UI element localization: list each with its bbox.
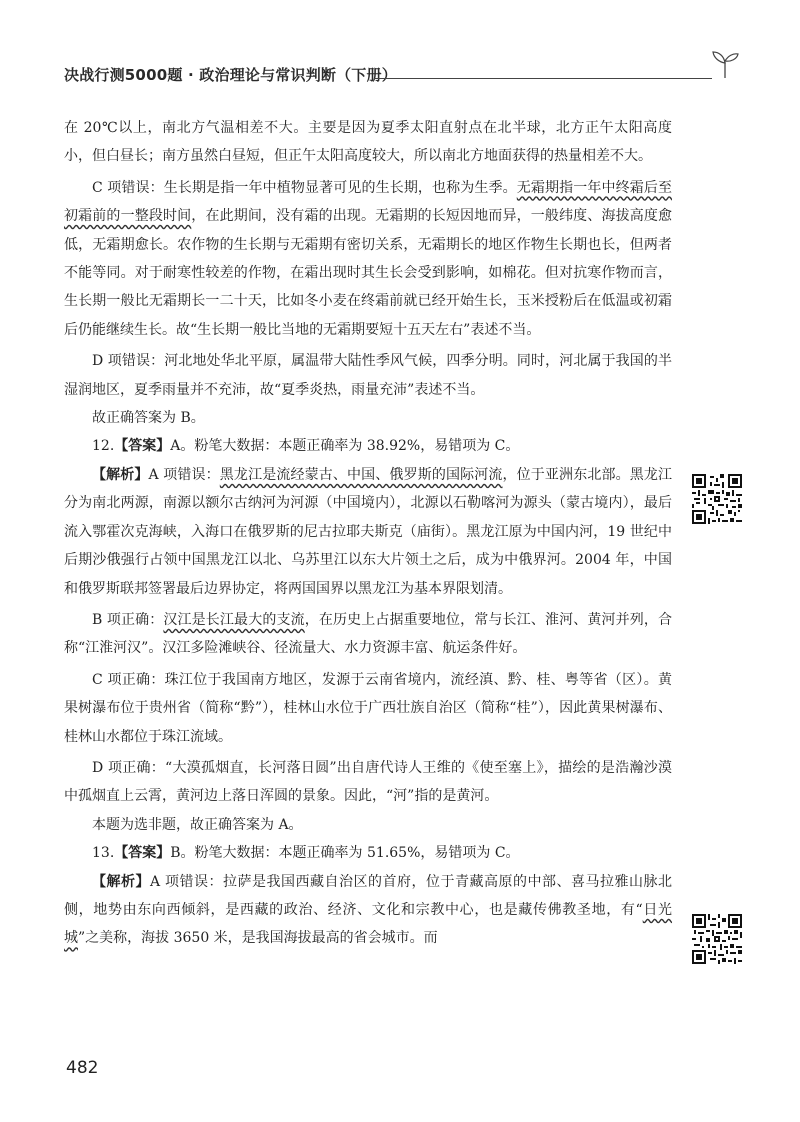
analysis-12-heilongjiang: 【解析】A 项错误：黑龙江是流经蒙古、中国、俄罗斯的国际河流，位于亚洲东北部。黑龙江分为南北两源，南源以额尔古纳河为河源（中国境内），北源以石勒喀河为源头（蒙古境内），最后流入鄂霍次克海峡，入海口在俄罗斯的尼古拉耶夫斯克（庙街）。黑龙江原为中国内河，19 世纪中后期沙俄强行占领中国黑龙江以北、乌苏里江以东大片领土之后，成为中俄界河。2004 年，中国和俄罗斯联邦签署最后边界协定，将两国国界以黑龙江为基本界限划清。 <box>64 466 673 597</box>
answer-13: 13.【答案】B。粉笔大数据：本题正确率为 51.65%，易错项为 C。 <box>92 845 520 862</box>
paragraph-option-b-hanjiang: B 项正确：汉江是长江最大的支流，在历史上占据重要地位，常与长江、淮河、黄河并列，合称“江淮河汉”。汉江多险滩峡谷、径流量大、水力资源丰富、航运条件好。 <box>64 611 672 657</box>
answer-tag: 【答案】 <box>114 438 171 455</box>
analysis-13-lhasa: 【解析】A 项错误：拉萨是我国西藏自治区的首府，位于青藏高原的中部、喜马拉雅山脉北侧，地势由东向西倾斜，是西藏的政治、经济、文化和宗教中心，也是藏传佛教圣地，有“日光城”之美称，海拔 3650 米，是我国海拔最高的省会城市。而 <box>64 873 673 947</box>
wavy-underline-frost-free: 无霜期指一年中终霜后至初霜前的一整段时间 <box>64 179 672 225</box>
analysis-tag: 【解析】 <box>92 873 150 890</box>
sprout-icon <box>710 48 740 80</box>
paragraph-option-c-growth: C 项错误：生长期是指一年中植物显著可见的生长期，也称为生季。无霜期指一年中终霜后至初霜前的一整段时间，在此期间，没有霜的出现。无霜期的长短因地而异，一般纬度、海拔高度愈低，无霜期愈长。农作物的生长期与无霜期有密切关系，无霜期长的地区作物生长期也长，但两者不能等同。对于耐寒性较差的作物，在霜出现时其生长会受到影响，如棉花。但对抗寒作物而言，生长期一般比无霜期长一二十天，比如冬小麦在终霜前就已经开始生长，玉米授粉后在低温或初霜后仍能继续生长。故“生长期一般比当地的无霜期要短十五天左右”表述不当。 <box>64 179 673 338</box>
wavy-underline-sunlight-city: 日光城 <box>64 901 673 947</box>
page-number: 482 <box>66 1058 99 1078</box>
qr-code-icon[interactable] <box>692 914 742 964</box>
qr-code-icon[interactable] <box>692 474 742 524</box>
answer-12: 12.【答案】A。粉笔大数据：本题正确率为 38.92%，易错项为 C。 <box>92 438 520 455</box>
wavy-underline-hanjiang: 汉江是长江最大的支流 <box>163 611 305 628</box>
wavy-underline-heilongjiang: 黑龙江是流经蒙古、中国、俄罗斯的国际河流 <box>219 466 503 483</box>
running-header <box>64 62 740 86</box>
paragraph-option-c-pearl: C 项正确：珠江位于我国南方地区，发源于云南省境内，流经滇、黔、桂、粤等省（区）。黄果树瀑布位于贵州省（简称“黔”），桂林山水位于广西壮族自治区（简称“桂”），因此黄果树瀑布、桂林山水都位于珠江流域。 <box>64 671 672 745</box>
page-body <box>64 114 672 953</box>
header-rule <box>374 78 712 79</box>
answer-tag: 【答案】 <box>114 845 171 862</box>
paragraph-temperature: 在 20℃以上，南北方气温相差不大。主要是因为夏季太阳直射点在北半球，北方正午太阳高度小，但白昼长；南方虽然白昼短，但正午太阳高度较大，所以南北方地面获得的热量相差不大。 <box>64 120 672 165</box>
book-title: 决战行测5000题 · 政治理论与常识判断（下册） <box>64 66 397 84</box>
analysis-tag: 【解析】 <box>92 466 149 483</box>
paragraph-answer-12-summary: 本题为选非题，故正确答案为 A。 <box>92 816 303 833</box>
paragraph-answer-summary: 故正确答案为 B。 <box>92 410 205 427</box>
paragraph-option-d-poem: D 项正确：“大漠孤烟直，长河落日圆”出自唐代诗人王维的《使至塞上》，描绘的是浩瀚沙漠中孤烟直上云霄，黄河边上落日浑圆的景象。因此，“河”指的是黄河。 <box>64 759 672 805</box>
paragraph-option-d-hebei: D 项错误：河北地处华北平原，属温带大陆性季风气候，四季分明。同时，河北属于我国的半湿润地区，夏季雨量并不充沛，故“夏季炎热，雨量充沛”表述不当。 <box>64 353 672 398</box>
